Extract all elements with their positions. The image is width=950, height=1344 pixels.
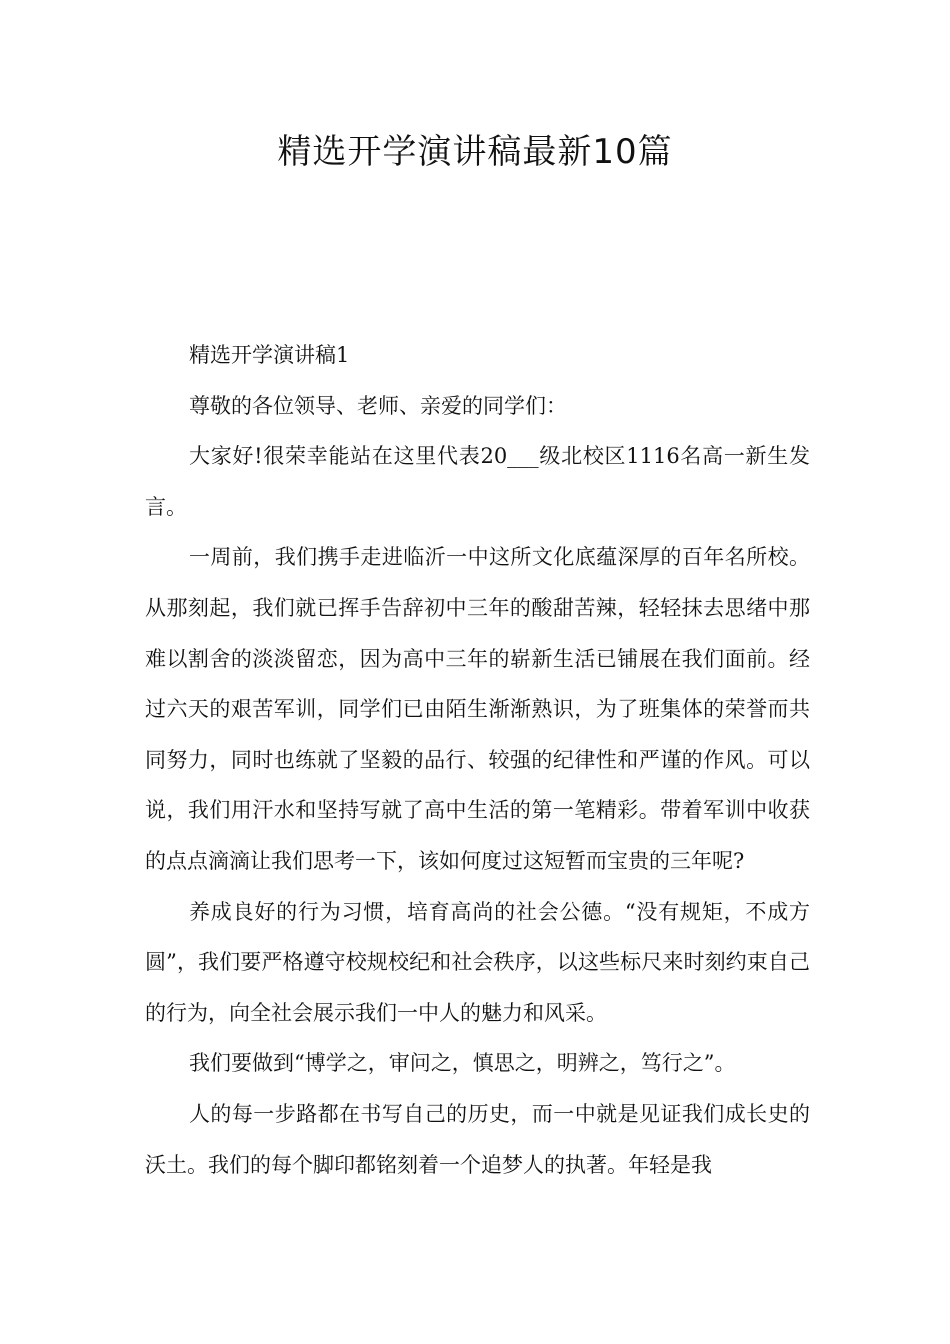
paragraph-salutation: 尊敬的各位领导、老师、亲爱的同学们： bbox=[189, 393, 567, 418]
document-body bbox=[145, 330, 810, 1190]
paragraph: 人的每一步路都在书写自己的历史，而一中就是见证我们成长史的沃土。我们的每个脚印都铭刻着一个追梦人的执著。年轻是我 bbox=[145, 1101, 810, 1177]
paragraph: 养成良好的行为习惯，培育高尚的社会公德。“没有规矩，不成方圆”，我们要严格遵守校规校纪和社会秩序，以这些标尺来时刻约束自己的行为，向全社会展示我们一中人的魅力和风采。 bbox=[145, 899, 810, 1025]
paragraph: 我们要做到“博学之，审问之，慎思之，明辨之，笃行之”。 bbox=[189, 1051, 736, 1076]
paragraph: 一周前，我们携手走进临沂一中这所文化底蕴深厚的百年名所校。从那刻起，我们就已挥手告辞初中三年的酸甜苦辣，轻轻抹去思绪中那难以割舍的淡淡留恋，因为高中三年的崭新生活已铺展在我们面前。经过六天的艰苦军训，同学们已由陌生渐渐熟识，为了班集体的荣誉而共同努力，同时也练就了坚毅的品行、较强的纪律性和严谨的作风。可以说，我们用汗水和坚持写就了高中生活的第一笔精彩。带着军训中收获的点点滴滴让我们思考一下，该如何度过这短暂而宝贵的三年呢? bbox=[145, 545, 810, 873]
paragraph: 大家好!很荣幸能站在这里代表20___级北校区1116名高一新生发言。 bbox=[145, 444, 810, 519]
paragraph-heading: 精选开学演讲稿1 bbox=[189, 343, 350, 367]
document-title: 精选开学演讲稿最新10篇 bbox=[277, 132, 673, 172]
